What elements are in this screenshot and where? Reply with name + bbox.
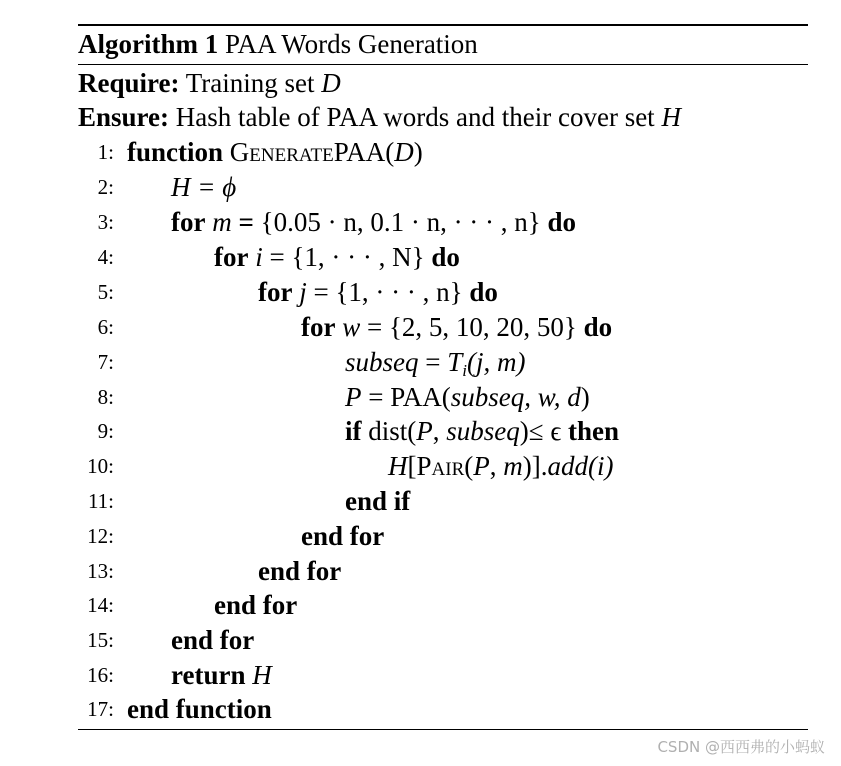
variable: H	[388, 451, 408, 481]
line-number: 7:	[97, 350, 114, 374]
variable: P	[416, 416, 433, 446]
algorithm-label: Algorithm 1	[78, 29, 219, 59]
loop-set: = {1, · · · , N}	[262, 242, 425, 272]
bottom-rule	[78, 729, 808, 730]
line-number: 10:	[87, 454, 114, 478]
variable: m	[503, 451, 523, 481]
code-text: end for	[301, 521, 385, 551]
subscript: i	[462, 361, 467, 380]
code-text	[171, 170, 236, 204]
args: (j, m)	[467, 347, 526, 377]
line-number: 15:	[87, 628, 114, 652]
code-text	[388, 449, 613, 483]
line-number: 11:	[87, 489, 114, 513]
code-text: end function	[127, 694, 272, 724]
require-label: Require:	[78, 68, 180, 98]
function-name-suffix: PAA	[333, 137, 386, 167]
code-text	[258, 275, 498, 309]
code-text	[301, 310, 612, 344]
paren: )	[580, 382, 590, 412]
equals: =	[418, 347, 448, 377]
line-number: 6:	[97, 315, 114, 339]
variable: T	[447, 347, 463, 377]
code-text: end for	[258, 556, 342, 586]
line-number: 1:	[97, 140, 114, 164]
line-number: 16:	[87, 663, 114, 687]
method: add	[547, 451, 588, 481]
function-arg: D	[394, 137, 414, 167]
keyword: do	[431, 242, 460, 272]
ensure-label: Ensure:	[78, 102, 170, 132]
algorithm-title	[78, 26, 478, 62]
variable: subseq	[446, 416, 520, 446]
code-text	[345, 414, 619, 448]
code-text	[214, 240, 460, 274]
loop-set: {0.05 · n, 0.1 · n, · · · , n}	[260, 207, 541, 237]
keyword: for	[301, 312, 336, 342]
line-number: 17:	[87, 697, 114, 721]
loop-var: j	[299, 277, 307, 307]
assignment: H = ϕ	[171, 172, 237, 202]
line-number: 14:	[87, 593, 114, 617]
code-text	[171, 205, 576, 239]
bracket: )].	[522, 451, 548, 481]
watermark: CSDN @西西弗的小蚂蚁	[657, 738, 825, 756]
require-var: D	[321, 68, 341, 98]
keyword: return	[171, 660, 246, 690]
separator: ,	[489, 451, 504, 481]
equals: =	[231, 207, 261, 237]
code-text: end for	[214, 590, 298, 620]
paren: (	[464, 451, 474, 481]
line-number: 12:	[87, 524, 114, 548]
keyword: for	[171, 207, 206, 237]
require-line	[78, 66, 341, 100]
line-number: 2:	[97, 175, 114, 199]
paren: )	[413, 137, 423, 167]
keyword: for	[214, 242, 249, 272]
loop-var: m	[212, 207, 232, 237]
keyword: then	[568, 416, 620, 446]
line-number: 3:	[97, 210, 114, 234]
code-text	[345, 345, 525, 379]
algorithm-name: PAA Words Generation	[224, 29, 478, 59]
keyword: do	[469, 277, 498, 307]
keyword: for	[258, 277, 293, 307]
code-text	[345, 380, 590, 414]
comparison: )≤ ϵ	[519, 416, 562, 446]
loop-set: = {2, 5, 10, 20, 50}	[360, 312, 577, 342]
ensure-text: Hash table of PAA words and their cover set	[175, 102, 655, 132]
loop-var: i	[255, 242, 263, 272]
keyword: do	[583, 312, 613, 342]
function-name: Generate	[229, 137, 334, 167]
variable: P	[345, 382, 362, 412]
equals: = PAA(	[361, 382, 451, 412]
loop-var: w	[342, 312, 361, 342]
line-number: 5:	[97, 280, 114, 304]
separator: ,	[432, 416, 447, 446]
variable: P	[473, 451, 490, 481]
args: subseq, w, d	[450, 382, 581, 412]
code-text: end for	[171, 625, 255, 655]
keyword: function	[127, 137, 224, 167]
keyword: if	[345, 416, 362, 446]
title-rule	[78, 64, 808, 65]
line-number: 4:	[97, 245, 114, 269]
variable: H	[252, 660, 272, 690]
function-name: Pair	[416, 451, 465, 481]
ensure-var: H	[661, 102, 681, 132]
ensure-line	[78, 100, 681, 134]
code-text	[171, 658, 272, 692]
loop-set: = {1, · · · , n}	[306, 277, 463, 307]
bracket: [	[407, 451, 417, 481]
keyword: do	[547, 207, 577, 237]
code-text: end if	[345, 486, 411, 516]
line-number: 8:	[97, 385, 114, 409]
require-text: Training set	[185, 68, 315, 98]
code-text	[127, 135, 423, 169]
args: (i)	[587, 451, 614, 481]
variable: subseq	[345, 347, 419, 377]
line-number: 13:	[87, 559, 114, 583]
function-call: dist(	[368, 416, 417, 446]
line-number: 9:	[97, 419, 114, 443]
paren: (	[385, 137, 395, 167]
